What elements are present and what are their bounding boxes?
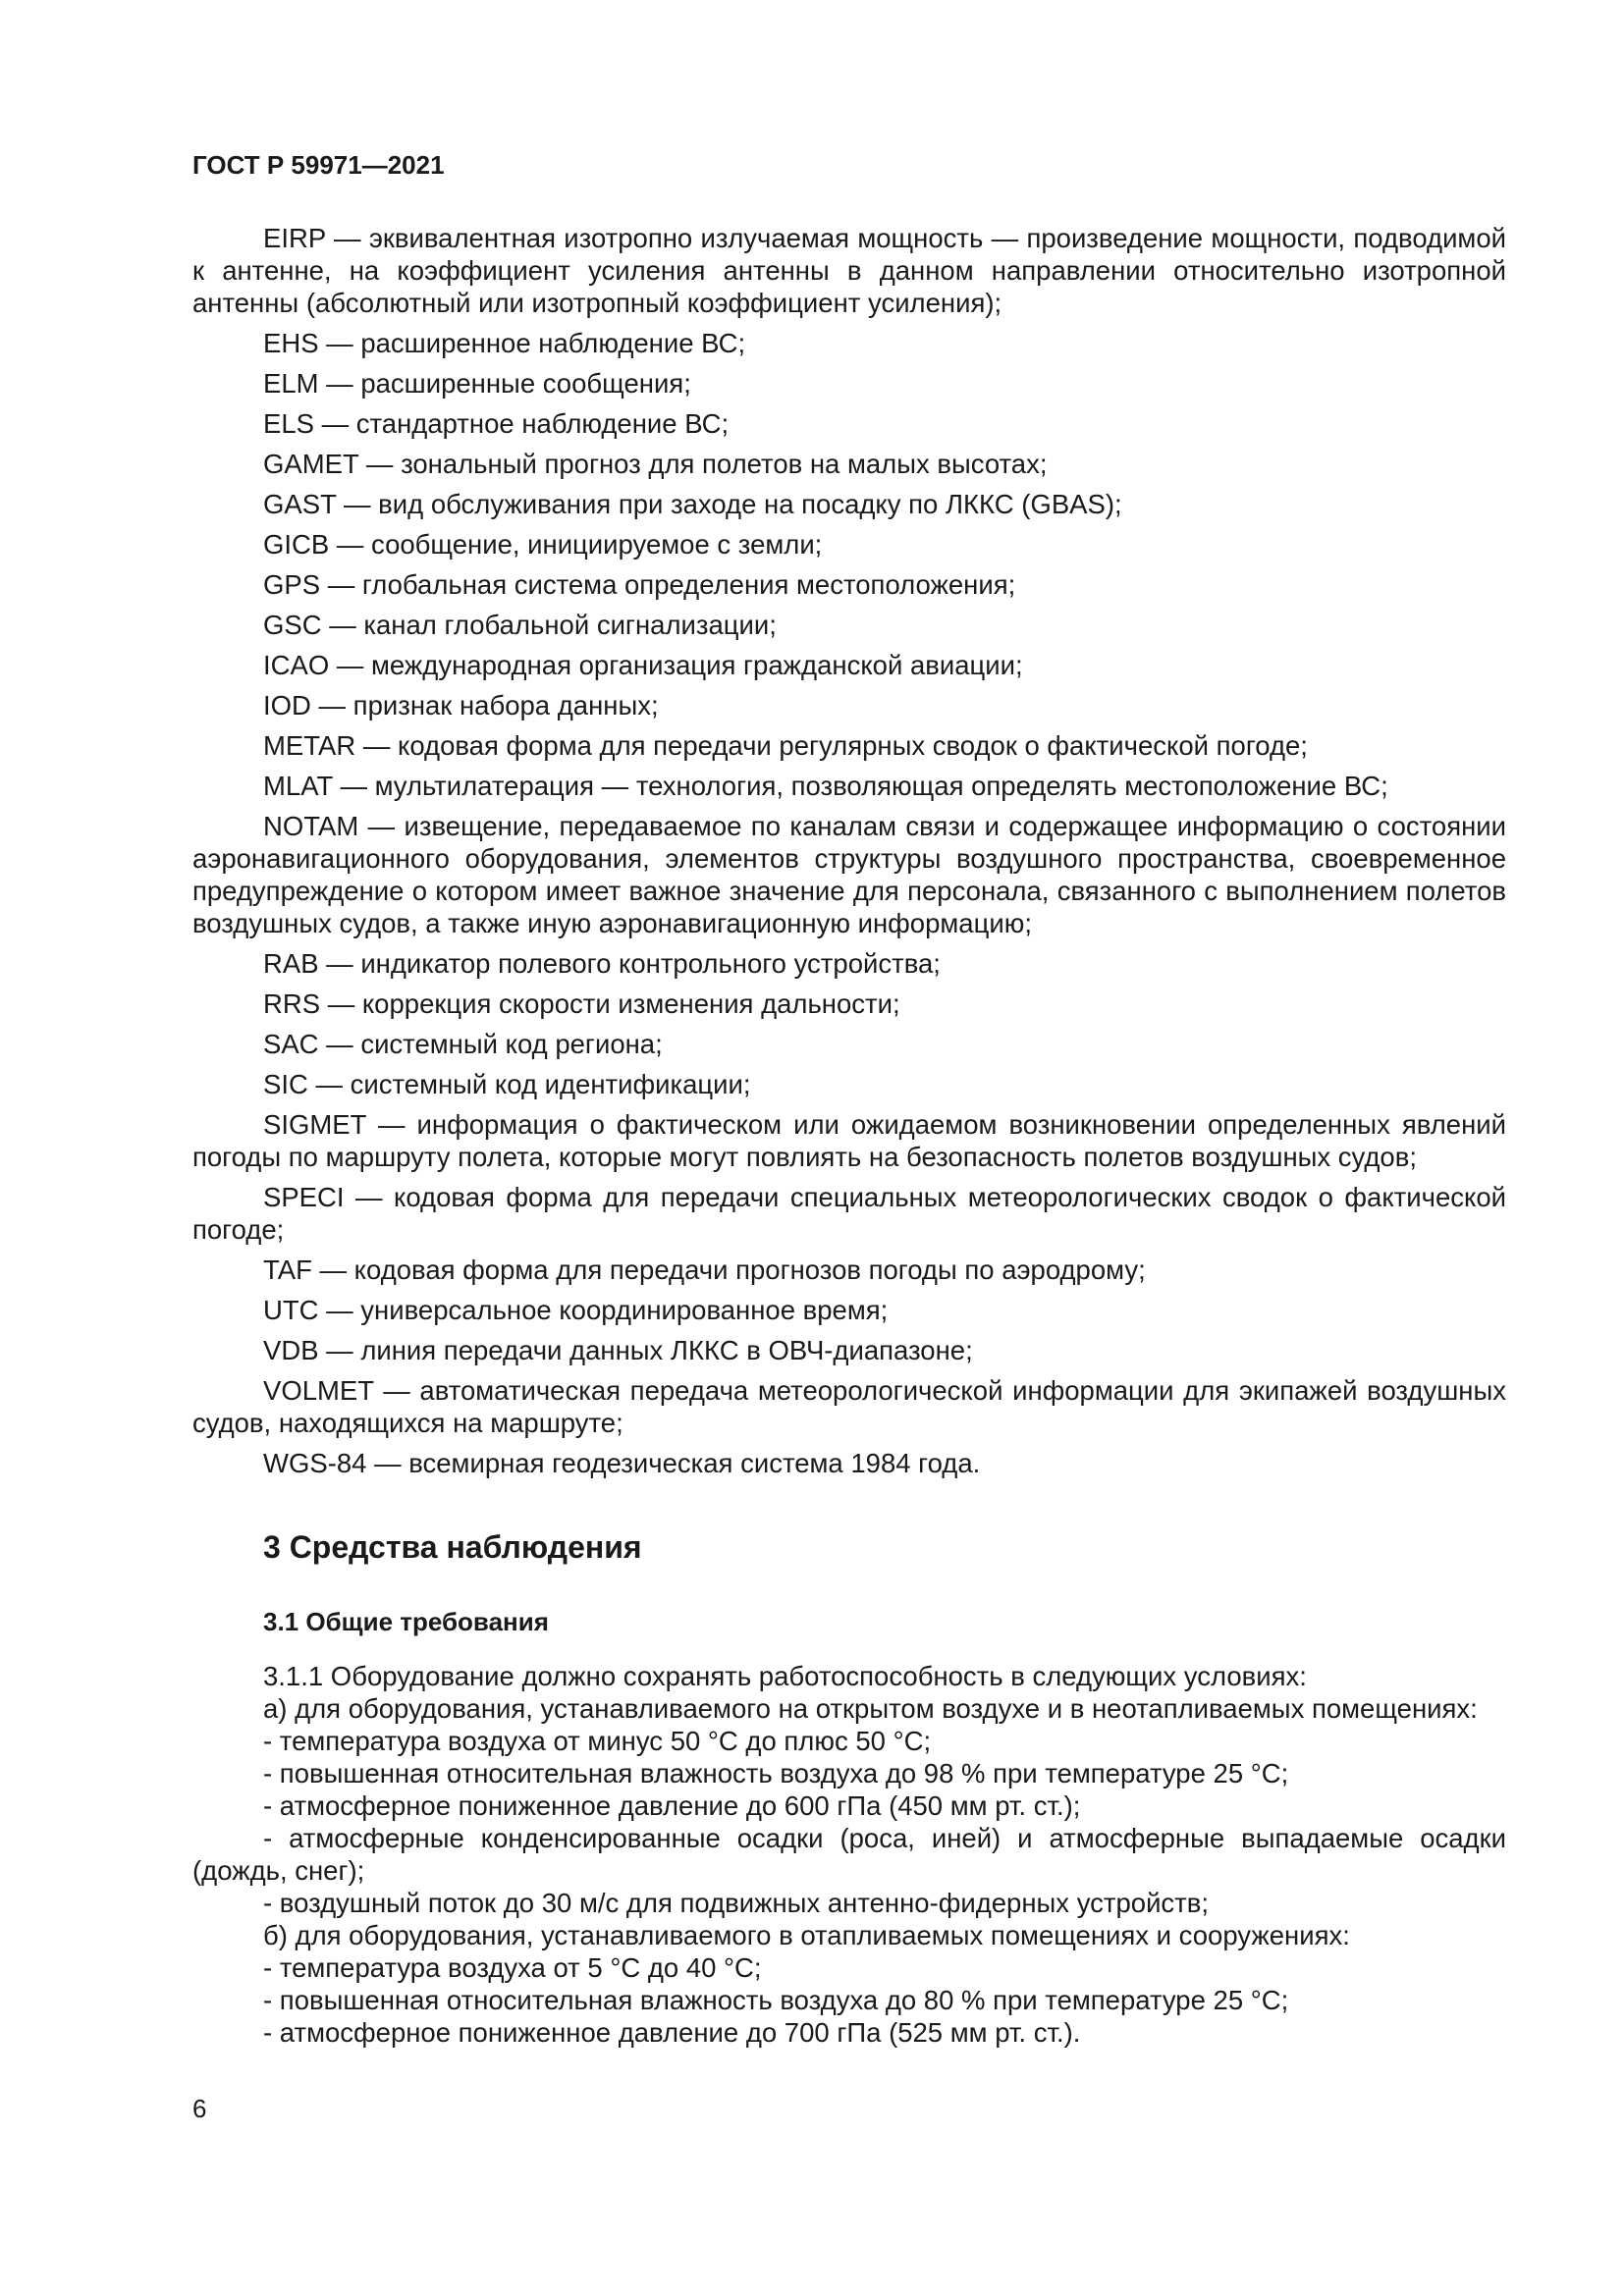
abbreviation-item: GAMET — зональный прогноз для полетов на малых высотах; xyxy=(263,449,1048,479)
requirement-line: - повышенная относительная влажность воздуха до 98 % при температуре 25 °С; xyxy=(263,1758,1289,1789)
abbreviation-item: WGS-84 — всемирная геодезическая система 1984 года. xyxy=(263,1448,981,1478)
requirement-line: - температура воздуха от 5 °С до 40 °С; xyxy=(263,1952,762,1983)
abbreviation-item: TAF — кодовая форма для передачи прогнозов погоды по аэродрому; xyxy=(263,1255,1146,1285)
abbreviation-item: SIGMET — информация о фактическом или ожидаемом возникновении определенных явлений погоды по маршруту полета, которые могут повлиять на безопасность полетов воздушных судов; xyxy=(192,1109,1506,1172)
section-title: 3 Средства наблюдения xyxy=(263,1529,642,1565)
abbreviations-list xyxy=(192,222,1506,1487)
requirement-line: 3.1.1 Оборудование должно сохранять работоспособность в следующих условиях: xyxy=(263,1661,1307,1691)
document-header: ГОСТ Р 59971—2021 xyxy=(192,150,445,180)
abbreviation-item: IOD — признак набора данных; xyxy=(263,690,659,721)
abbreviation-item: SIC — системный код идентификации; xyxy=(263,1069,751,1099)
page-number: 6 xyxy=(192,2094,207,2123)
requirement-line: - повышенная относительная влажность воздуха до 80 % при температуре 25 °С; xyxy=(263,1985,1289,2015)
requirement-line: - атмосферное пониженное давление до 600 гПа (450 мм рт. ст.); xyxy=(263,1790,1081,1821)
abbreviation-item: SAC — системный код региона; xyxy=(263,1029,663,1059)
abbreviation-item: NOTAM — извещение, передаваемое по каналам связи и содержащее информацию о состоянии аэронавигационного оборудования, элементов структуры воздушного пространства, своевременное предупреждение о котором имеет важное значение для персонала, связанного с выполнением полетов воздушных судов, а также иную аэронавигационную информацию; xyxy=(192,811,1506,938)
abbreviation-item: EIRP — эквивалентная изотропно излучаемая мощность — произведение мощности, подводимой к антенне, на коэффициент усиления антенны в данном направлении относительно изотропной антенны (абсолютный или изотропный коэффициент усиления); xyxy=(192,223,1506,318)
requirement-line: - воздушный поток до 30 м/с для подвижных антенно-фидерных устройств; xyxy=(263,1888,1210,1918)
abbreviation-item: ICAO — международная организация гражданской авиации; xyxy=(263,650,1023,680)
abbreviation-item: EHS — расширенное наблюдение ВС; xyxy=(263,328,746,358)
requirement-line: - температура воздуха от минус 50 °С до плюс 50 °С; xyxy=(263,1726,932,1756)
requirement-line: б) для оборудования, устанавливаемого в отапливаемых помещениях и сооружениях: xyxy=(263,1920,1350,1950)
abbreviation-item: GPS — глобальная система определения местоположения; xyxy=(263,569,1016,600)
requirement-line: - атмосферное пониженное давление до 700 гПа (525 мм рт. ст.). xyxy=(263,2017,1081,2048)
abbreviation-item: UTC — универсальное координированное время; xyxy=(263,1295,889,1325)
abbreviation-item: ELM — расширенные сообщения; xyxy=(263,368,691,399)
abbreviation-item: RAB — индикатор полевого контрольного устройства; xyxy=(263,948,941,979)
abbreviation-item: SPECI — кодовая форма для передачи специальных метеорологических сводок о фактической погоде; xyxy=(192,1182,1506,1245)
abbreviation-item: METAR — кодовая форма для передачи регулярных сводок о фактической погоде; xyxy=(263,730,1308,761)
requirement-line: - атмосферные конденсированные осадки (роса, иней) и атмосферные выпадаемые осадки (дождь, снег); xyxy=(192,1823,1506,1886)
abbreviation-item: RRS — коррекция скорости изменения дальности; xyxy=(263,988,900,1019)
section-3 xyxy=(192,1527,1506,2049)
abbreviation-item: VDB — линия передачи данных ЛККС в ОВЧ-диапазоне; xyxy=(263,1335,973,1365)
abbreviation-item: GSC — канал глобальной сигнализации; xyxy=(263,610,777,640)
subsection-title: 3.1 Общие требования xyxy=(263,1607,549,1636)
requirement-line: а) для оборудования, устанавливаемого на открытом воздухе и в неотапливаемых помещениях: xyxy=(263,1693,1478,1724)
abbreviation-item: MLAT — мультилатерация — технология, позволяющая определять местоположение ВС; xyxy=(263,771,1388,801)
abbreviation-item: GAST — вид обслуживания при заходе на посадку по ЛККС (GBAS); xyxy=(263,489,1122,519)
abbreviation-item: GICB — сообщение, инициируемое с земли; xyxy=(263,529,823,560)
abbreviation-item: VOLMET — автоматическая передача метеорологической информации для экипажей воздушных судов, находящихся на маршруте; xyxy=(192,1375,1506,1438)
abbreviation-item: ELS — стандартное наблюдение ВС; xyxy=(263,408,730,439)
